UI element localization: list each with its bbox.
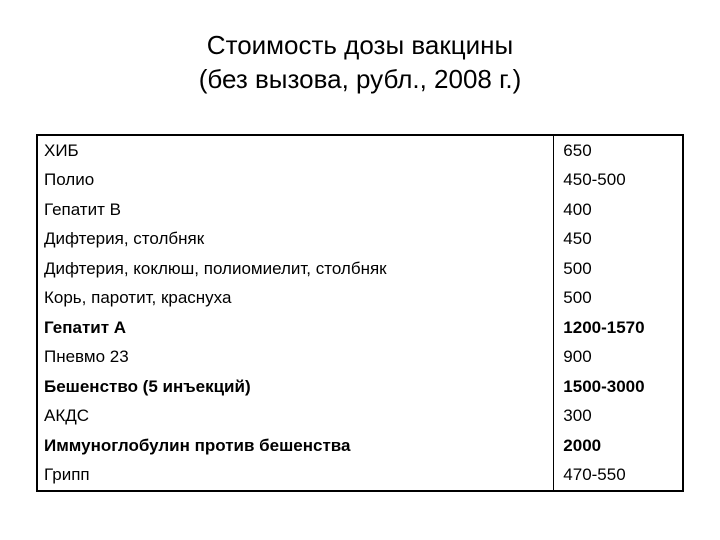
- price-cell: 450: [563, 229, 592, 249]
- vaccine-price-table-body: [37, 135, 683, 491]
- price-cell: 900: [563, 347, 592, 367]
- table-row: [37, 254, 683, 284]
- vaccine-name-cell: Иммуноглобулин против бешенства: [37, 431, 554, 461]
- vaccine-name-cell: Корь, паротит, краснуха: [37, 284, 554, 314]
- vaccine-name-cell: Дифтерия, столбняк: [37, 225, 554, 255]
- table-row: [37, 343, 683, 373]
- vaccine-name-cell: Грипп: [37, 461, 554, 492]
- title-line-1: Стоимость дозы вакцины: [206, 30, 514, 60]
- table-row: [37, 166, 683, 196]
- price-cell: 1500-3000: [563, 376, 645, 396]
- vaccine-name-cell: Гепатит В: [37, 195, 554, 225]
- table-row: [37, 225, 683, 255]
- title-line-2: (без вызова, рубл., 2008 г.): [198, 64, 522, 94]
- price-cell: 2000: [563, 435, 602, 455]
- table-row: [37, 284, 683, 314]
- price-cell: 650: [563, 140, 592, 160]
- price-cell: 400: [563, 199, 592, 219]
- vaccine-price-table: [36, 134, 684, 492]
- page-title: [0, 28, 720, 96]
- vaccine-name-cell: АКДС: [37, 402, 554, 432]
- table-row: [37, 372, 683, 402]
- table-row: [37, 135, 683, 166]
- vaccine-name-cell: Бешенство (5 инъекций): [37, 372, 554, 402]
- vaccine-name-cell: ХИБ: [37, 135, 554, 166]
- vaccine-name-cell: Гепатит А: [37, 313, 554, 343]
- table-row: [37, 402, 683, 432]
- price-cell: 500: [563, 258, 592, 278]
- table-row: [37, 313, 683, 343]
- table-row: [37, 461, 683, 492]
- price-cell: 470-550: [563, 465, 626, 485]
- vaccine-name-cell: Полио: [37, 166, 554, 196]
- price-cell: 450-500: [563, 170, 626, 190]
- price-cell: 1200-1570: [563, 317, 645, 337]
- price-cell: 300: [563, 406, 592, 426]
- price-cell: 500: [563, 288, 592, 308]
- vaccine-name-cell: Пневмо 23: [37, 343, 554, 373]
- table-row: [37, 195, 683, 225]
- table-row: [37, 431, 683, 461]
- vaccine-name-cell: Дифтерия, коклюш, полиомиелит, столбняк: [37, 254, 554, 284]
